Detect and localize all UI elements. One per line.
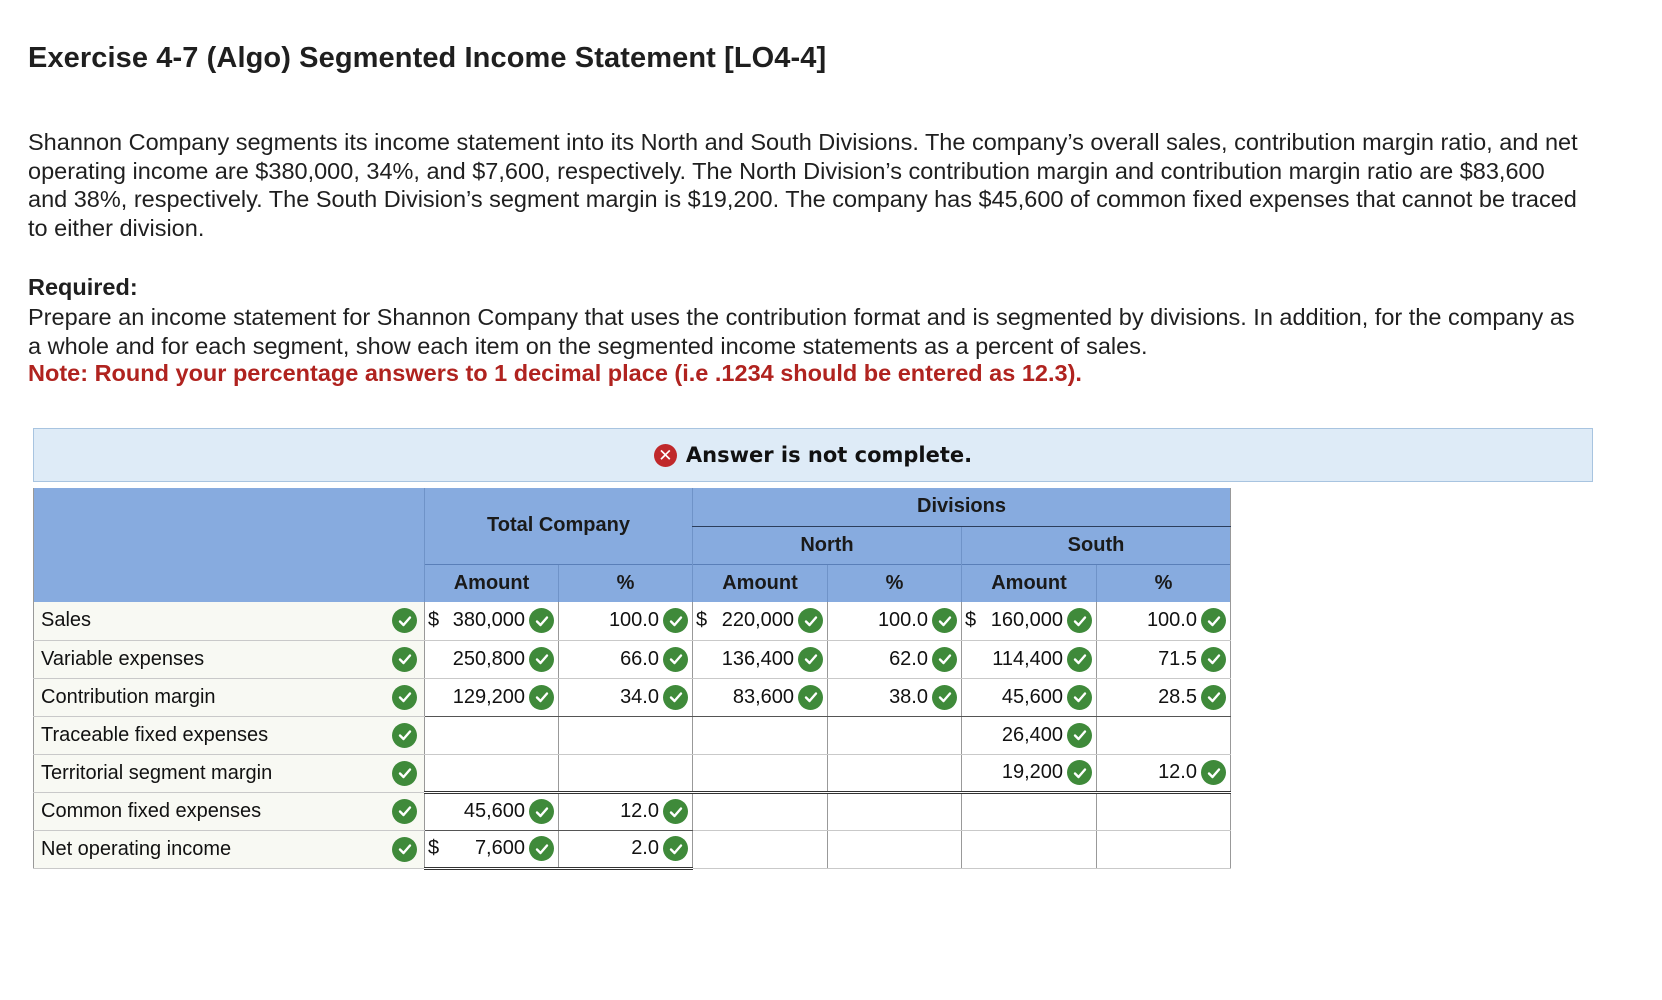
input-north-percent[interactable] [828, 792, 962, 830]
row-label[interactable] [34, 602, 425, 640]
row-label[interactable] [34, 792, 425, 830]
cell-value: 100.0 [877, 609, 928, 632]
cell-value: 7,600 [474, 837, 525, 859]
check-circle-icon [663, 799, 688, 824]
row-label-text: Variable expenses [41, 647, 205, 670]
check-circle-icon [1067, 760, 1092, 785]
row-label[interactable] [34, 830, 425, 868]
dollar-sign: $ [696, 609, 708, 632]
check-circle-icon [798, 647, 823, 672]
input-total-percent[interactable] [559, 602, 693, 640]
check-circle-icon [392, 761, 417, 786]
answer-status-banner [33, 428, 1593, 482]
check-circle-icon [529, 608, 554, 633]
cell-value: 129,200 [452, 685, 525, 708]
cell-value: 12.0 [620, 800, 659, 822]
check-circle-icon [392, 685, 417, 710]
table-row [34, 640, 1231, 678]
page-title: Exercise 4-7 (Algo) Segmented Income Statement [LO4-4] [28, 42, 827, 74]
input-south-percent[interactable] [1097, 602, 1231, 640]
cell-value: 66.0 [620, 647, 659, 670]
check-circle-icon [1067, 723, 1092, 748]
row-label-text: Sales [41, 609, 92, 632]
cell-value: 136,400 [721, 647, 794, 670]
input-north-amount[interactable] [693, 792, 828, 830]
input-total-amount[interactable] [425, 792, 559, 830]
required-text: Prepare an income statement for Shannon Company that uses the contribution format and is segmented by divisions. In addition, for the company as a whole and for each segment, show each item on the segmented income statements as a percent of sales. [28, 304, 1575, 359]
cell-value: 160,000 [990, 609, 1063, 632]
check-circle-icon [529, 836, 554, 861]
header-north-amount: Amount [693, 564, 828, 602]
check-circle-icon [392, 608, 417, 633]
dollar-sign: $ [428, 837, 440, 859]
check-circle-icon [932, 647, 957, 672]
dollar-sign: $ [428, 609, 440, 632]
check-circle-icon [1201, 760, 1226, 785]
input-south-percent[interactable] [1097, 716, 1231, 754]
row-label-text: Traceable fixed expenses [41, 723, 269, 746]
header-blank [34, 488, 425, 602]
input-total-percent[interactable] [559, 640, 693, 678]
problem-description: Shannon Company segments its income statement into its North and South Divisions. The company’s overall sales, contribution margin ratio, and net operating income are $380,000, 34%, and $7,600, respectively. The North Division’s contribution margin and contribution margin ratio are $83,600 and 38%, respectively. The South Division’s segment margin is $19,200. The company has $45,600 of common fixed expenses that cannot be traced to either division. [28, 129, 1578, 241]
check-circle-icon [798, 608, 823, 633]
input-north-percent[interactable] [828, 754, 962, 792]
dollar-sign: $ [965, 609, 977, 632]
check-circle-icon [1067, 685, 1092, 710]
input-total-percent[interactable] [559, 830, 693, 868]
input-south-amount[interactable] [962, 678, 1097, 716]
row-label-text: Common fixed expenses [41, 799, 262, 822]
check-circle-icon [1201, 608, 1226, 633]
cell-value: 45,600 [1001, 685, 1063, 708]
input-south-amount[interactable] [962, 602, 1097, 640]
answer-status-text: Answer is not complete. [685, 443, 973, 467]
segmented-income-statement [33, 488, 1231, 870]
input-total-amount[interactable] [425, 678, 559, 716]
header-south: South [962, 526, 1231, 564]
cell-value: 34.0 [620, 685, 659, 708]
check-circle-icon [392, 799, 417, 824]
check-circle-icon [663, 647, 688, 672]
cell-value: 220,000 [721, 609, 794, 632]
input-south-amount[interactable] [962, 754, 1097, 792]
header-north: North [693, 526, 962, 564]
input-south-amount[interactable] [962, 640, 1097, 678]
cell-value: 19,200 [1001, 761, 1063, 783]
input-south-percent[interactable] [1097, 678, 1231, 716]
table-row [34, 792, 1231, 830]
input-north-amount[interactable] [693, 754, 828, 792]
input-north-percent[interactable] [828, 830, 962, 868]
input-south-amount[interactable] [962, 830, 1097, 868]
input-north-amount[interactable] [693, 640, 828, 678]
input-south-amount[interactable] [962, 792, 1097, 830]
check-circle-icon [1067, 647, 1092, 672]
row-label[interactable] [34, 754, 425, 792]
row-label[interactable] [34, 678, 425, 716]
input-total-amount[interactable] [425, 640, 559, 678]
header-north-percent: % [828, 564, 962, 602]
input-total-amount[interactable] [425, 830, 559, 868]
check-circle-icon [932, 608, 957, 633]
table-row [34, 830, 1231, 868]
x-circle-icon: ✕ [654, 444, 677, 467]
input-north-percent[interactable] [828, 602, 962, 640]
input-total-amount[interactable] [425, 716, 559, 754]
cell-value: 12.0 [1158, 761, 1197, 783]
input-total-percent[interactable] [559, 754, 693, 792]
input-north-amount[interactable] [693, 830, 828, 868]
rounding-note: Note: Round your percentage answers to 1 decimal place (i.e .1234 should be entered as 12.3). [28, 360, 1082, 386]
header-total-percent: % [559, 564, 693, 602]
cell-value: 38.0 [889, 685, 928, 708]
row-label-text: Territorial segment margin [41, 761, 273, 784]
cell-value: 62.0 [889, 647, 928, 670]
check-circle-icon [392, 723, 417, 748]
check-circle-icon [1067, 608, 1092, 633]
check-circle-icon [529, 647, 554, 672]
header-total-company: Total Company [425, 488, 693, 564]
row-label-text: Contribution margin [41, 685, 216, 708]
input-south-amount[interactable] [962, 716, 1097, 754]
input-south-percent[interactable] [1097, 792, 1231, 830]
input-total-amount[interactable] [425, 602, 559, 640]
cell-value: 71.5 [1158, 647, 1197, 670]
input-north-percent[interactable] [828, 678, 962, 716]
check-circle-icon [663, 608, 688, 633]
cell-value: 26,400 [1001, 723, 1063, 746]
check-circle-icon [392, 647, 417, 672]
cell-value: 380,000 [452, 609, 525, 632]
check-circle-icon [798, 685, 823, 710]
header-south-percent: % [1097, 564, 1231, 602]
check-circle-icon [932, 685, 957, 710]
row-label[interactable] [34, 640, 425, 678]
table-row [34, 716, 1231, 754]
input-total-percent[interactable] [559, 716, 693, 754]
statement-body [34, 602, 1231, 868]
header-south-amount: Amount [962, 564, 1097, 602]
cell-value: 250,800 [452, 647, 525, 670]
check-circle-icon [663, 685, 688, 710]
input-north-percent[interactable] [828, 640, 962, 678]
input-south-percent[interactable] [1097, 640, 1231, 678]
table-row [34, 602, 1231, 640]
cell-value: 114,400 [992, 647, 1063, 670]
check-circle-icon [392, 837, 417, 862]
check-circle-icon [1201, 647, 1226, 672]
check-circle-icon [529, 685, 554, 710]
header-total-amount: Amount [425, 564, 559, 602]
input-south-percent[interactable] [1097, 754, 1231, 792]
input-total-amount[interactable] [425, 754, 559, 792]
header-divisions: Divisions [693, 488, 1231, 526]
cell-value: 100.0 [608, 609, 659, 632]
check-circle-icon [1201, 685, 1226, 710]
row-label-text: Net operating income [41, 837, 232, 860]
check-circle-icon [529, 799, 554, 824]
cell-value: 100.0 [1146, 609, 1197, 632]
input-north-percent[interactable] [828, 716, 962, 754]
input-north-amount[interactable] [693, 602, 828, 640]
input-total-percent[interactable] [559, 678, 693, 716]
row-label[interactable] [34, 716, 425, 754]
cell-value: 2.0 [631, 837, 659, 859]
cell-value: 83,600 [732, 685, 794, 708]
table-row [34, 754, 1231, 792]
input-north-amount[interactable] [693, 716, 828, 754]
table-row [34, 678, 1231, 716]
check-circle-icon [663, 836, 688, 861]
input-north-amount[interactable] [693, 678, 828, 716]
cell-value: 45,600 [463, 800, 525, 822]
cell-value: 28.5 [1158, 685, 1197, 708]
required-heading: Required: [28, 274, 138, 300]
input-total-percent[interactable] [559, 792, 693, 830]
input-south-percent[interactable] [1097, 830, 1231, 868]
